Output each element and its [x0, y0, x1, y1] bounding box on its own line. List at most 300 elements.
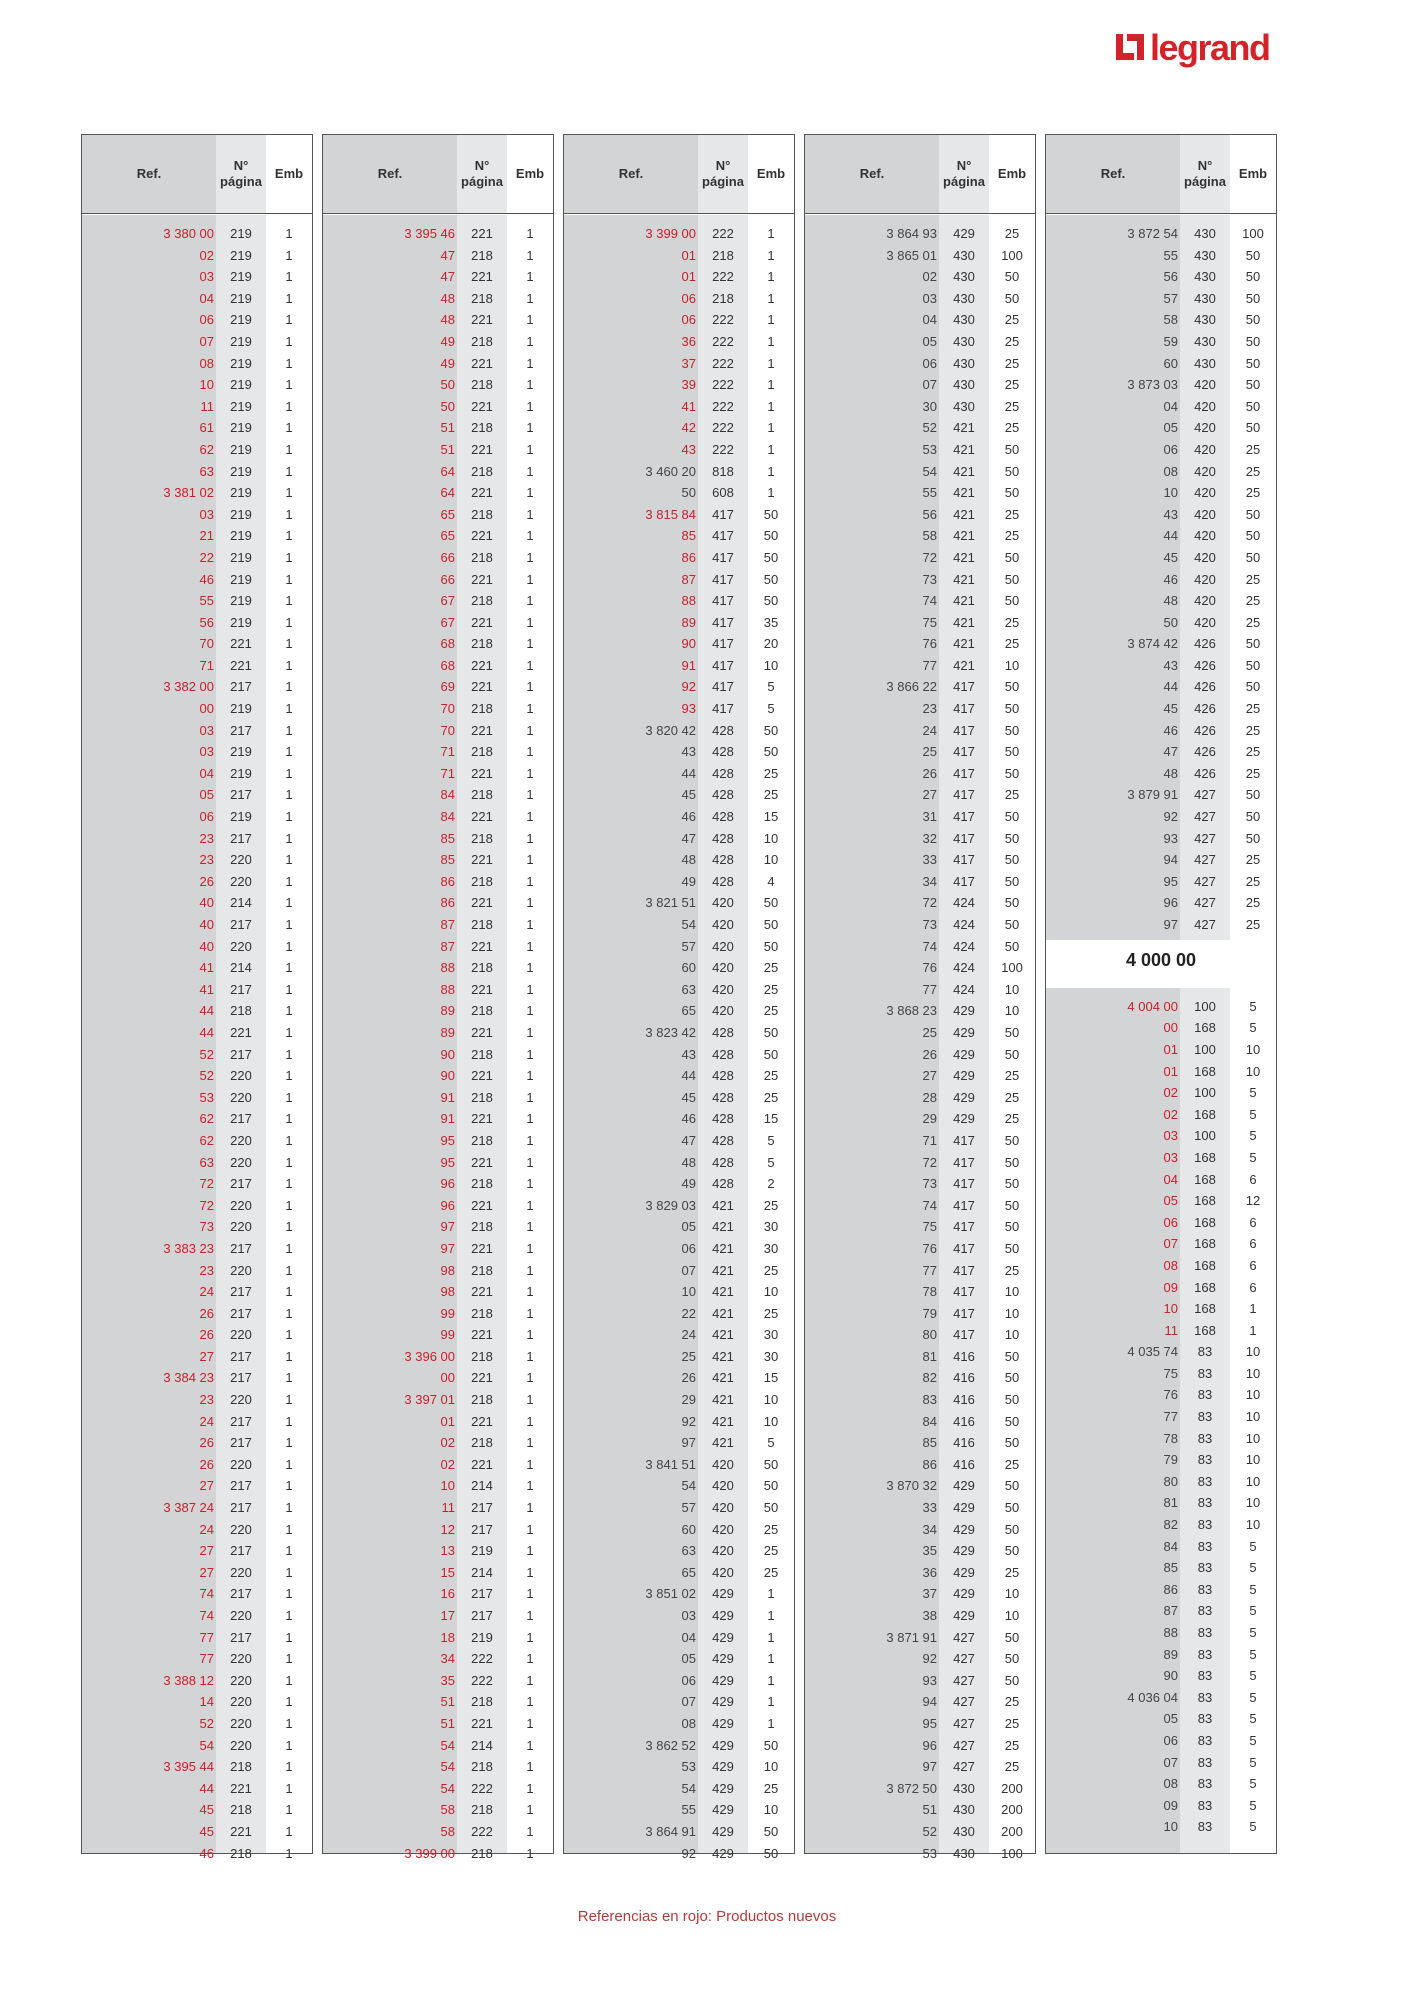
ref-cell: 89	[681, 614, 696, 630]
ref-cell: 60	[681, 1521, 696, 1537]
pagina-cell: 168	[1194, 1236, 1216, 1252]
pagina-cell: 429	[712, 1759, 734, 1775]
table-row	[323, 353, 553, 375]
ref-cell: 45	[681, 787, 696, 803]
ref-cell: 77	[1163, 1409, 1178, 1425]
pagina-cell: 420	[1194, 528, 1216, 544]
ref-cell: 45	[199, 1823, 214, 1839]
ref-cell: 68	[440, 636, 455, 652]
table-row	[323, 1065, 553, 1087]
ref-cell: 88	[681, 593, 696, 609]
ref-cell: 74	[922, 938, 937, 954]
pagina-cell: 217	[230, 1284, 252, 1300]
table-row	[323, 547, 553, 569]
emb-cell: 5	[1249, 1581, 1257, 1597]
table-column	[563, 134, 795, 1861]
pagina-cell: 421	[712, 1262, 734, 1278]
pagina-cell: 83	[1197, 1668, 1213, 1684]
table-row	[564, 1475, 794, 1497]
pagina-cell: 218	[471, 636, 493, 652]
pagina-cell: 217	[230, 1305, 252, 1321]
ref-cell: 23	[199, 852, 214, 868]
table-row	[805, 482, 1035, 504]
table-row	[564, 547, 794, 569]
ref-cell: 01	[681, 269, 696, 285]
table-row	[1046, 1363, 1276, 1385]
ref-cell: 63	[199, 463, 214, 479]
emb-cell: 5	[1249, 1819, 1257, 1835]
ref-cell: 49	[440, 355, 455, 371]
table-row	[323, 828, 553, 850]
pagina-cell: 424	[953, 917, 975, 932]
emb-cell: 5	[767, 1435, 775, 1451]
ref-cell: 18	[440, 1629, 455, 1645]
pagina-cell: 429	[712, 1823, 734, 1839]
table-row	[805, 331, 1035, 353]
ref-cell: 83	[922, 1392, 937, 1408]
ref-cell: 77	[922, 1262, 937, 1278]
pagina-cell: 416	[953, 1456, 975, 1472]
table-row	[805, 871, 1035, 893]
ref-cell: 25	[681, 1348, 696, 1364]
emb-cell: 15	[763, 1111, 779, 1127]
emb-cell: 50	[1004, 1672, 1020, 1688]
pagina-cell: 420	[712, 960, 734, 976]
table-row	[1046, 504, 1276, 526]
pagina-cell: 221	[471, 269, 493, 285]
pagina-cell: 430	[953, 333, 975, 349]
ref-cell: 52	[922, 420, 937, 436]
ref-cell: 97	[922, 1759, 937, 1775]
row-list	[564, 223, 794, 1864]
table-row	[564, 1389, 794, 1411]
footnote: Referencias en rojo: Productos nuevos	[577, 1908, 837, 1925]
pagina-cell: 221	[471, 1456, 493, 1472]
table-row	[82, 590, 312, 612]
table-row	[1046, 288, 1276, 310]
ref-cell: 01	[1163, 1041, 1178, 1057]
table-row	[564, 331, 794, 353]
table-row	[82, 1346, 312, 1368]
header-emb: Emb	[266, 135, 312, 213]
table-row	[805, 1843, 1035, 1865]
emb-cell: 50	[1004, 722, 1020, 738]
emb-cell: 50	[763, 593, 779, 609]
emb-cell: 1	[526, 636, 534, 652]
pagina-cell: 421	[953, 593, 975, 609]
table-row	[564, 1152, 794, 1174]
table-row	[805, 1260, 1035, 1282]
table-row	[1046, 396, 1276, 418]
emb-cell: 50	[763, 506, 779, 522]
emb-cell: 5	[767, 679, 775, 695]
ref-cell: 44	[681, 765, 696, 781]
pagina-cell: 421	[712, 1327, 734, 1343]
emb-cell: 1	[1249, 1322, 1257, 1338]
pagina-cell: 220	[230, 1262, 252, 1278]
table-row	[805, 353, 1035, 375]
ref-cell: 02	[922, 269, 937, 285]
emb-cell: 1	[526, 593, 534, 609]
pagina-cell: 427	[953, 1715, 975, 1731]
ref-cell: 05	[1163, 1711, 1178, 1727]
emb-cell: 1	[285, 1759, 293, 1775]
emb-cell: 50	[1004, 917, 1020, 932]
ref-cell: 73	[922, 917, 937, 932]
emb-cell: 10	[763, 1759, 779, 1775]
emb-cell: 1	[285, 593, 293, 609]
emb-cell: 5	[1249, 1646, 1257, 1662]
emb-cell: 50	[1004, 852, 1020, 868]
ref-cell: 49	[440, 333, 455, 349]
pagina-cell: 83	[1197, 1365, 1213, 1381]
emb-cell: 1	[285, 701, 293, 717]
emb-cell: 1	[526, 269, 534, 285]
table-row	[564, 353, 794, 375]
ref-cell: 03	[681, 1608, 696, 1623]
pagina-cell: 429	[712, 1672, 734, 1688]
pagina-cell: 217	[230, 1500, 252, 1516]
ref-cell: 50	[681, 485, 696, 501]
ref-cell: 50	[1163, 614, 1178, 630]
ref-cell: 73	[199, 1219, 214, 1235]
pagina-cell: 417	[953, 830, 975, 846]
table-row	[805, 1475, 1035, 1497]
ref-cell: 42	[681, 420, 696, 436]
pagina-cell: 421	[712, 1435, 734, 1451]
table-row	[323, 374, 553, 396]
ref-cell: 26	[199, 1435, 214, 1451]
ref-cell: 4 035 74	[1127, 1344, 1178, 1360]
table-row	[564, 1367, 794, 1389]
emb-cell: 1	[767, 420, 775, 436]
emb-cell: 25	[763, 1305, 779, 1321]
emb-cell: 25	[763, 981, 779, 997]
pagina-cell: 218	[471, 506, 493, 522]
ref-cell: 26	[922, 765, 937, 781]
pagina-cell: 218	[712, 247, 734, 263]
pagina-cell: 221	[471, 398, 493, 414]
ref-cell: 72	[922, 549, 937, 565]
table-row	[1046, 1406, 1276, 1428]
emb-cell: 1	[526, 1802, 534, 1818]
ref-cell: 71	[440, 744, 455, 760]
emb-cell: 50	[1004, 1370, 1020, 1386]
table-row	[564, 1044, 794, 1066]
pagina-cell: 420	[712, 917, 734, 932]
emb-cell: 1	[526, 938, 534, 954]
table-row	[805, 1216, 1035, 1238]
ref-cell: 92	[681, 679, 696, 695]
pagina-cell: 218	[471, 1694, 493, 1710]
pagina-cell: 429	[712, 1715, 734, 1731]
emb-cell: 50	[1004, 1651, 1020, 1667]
ref-cell: 07	[681, 1262, 696, 1278]
pagina-cell: 219	[471, 1543, 493, 1559]
emb-cell: 1	[526, 1154, 534, 1170]
table-row	[564, 828, 794, 850]
emb-cell: 25	[1004, 1715, 1020, 1731]
ref-cell: 87	[1163, 1603, 1178, 1619]
ref-cell: 03	[199, 722, 214, 738]
emb-cell: 50	[1004, 895, 1020, 911]
table-row	[805, 784, 1035, 806]
emb-cell: 1	[526, 1284, 534, 1300]
pagina-cell: 217	[471, 1500, 493, 1516]
table-row	[82, 633, 312, 655]
pagina-cell: 221	[230, 1024, 252, 1040]
table-row	[82, 698, 312, 720]
emb-cell: 1	[526, 873, 534, 889]
pagina-cell: 429	[712, 1651, 734, 1667]
pagina-cell: 428	[712, 1111, 734, 1127]
table-row	[805, 1173, 1035, 1195]
emb-cell: 1	[285, 463, 293, 479]
emb-cell: 10	[1245, 1344, 1261, 1360]
pagina-cell: 424	[953, 895, 975, 911]
pagina-cell: 427	[1194, 830, 1216, 846]
ref-cell: 48	[440, 312, 455, 328]
pagina-cell: 220	[230, 1694, 252, 1710]
ref-cell: 88	[440, 960, 455, 976]
emb-cell: 50	[1245, 269, 1261, 285]
ref-cell: 50	[440, 377, 455, 393]
ref-cell: 95	[440, 1132, 455, 1148]
table-row	[805, 1454, 1035, 1476]
emb-cell: 10	[1245, 1452, 1261, 1468]
pagina-cell: 417	[953, 679, 975, 695]
table-row	[805, 504, 1035, 526]
emb-cell: 10	[1004, 981, 1020, 997]
emb-cell: 50	[1004, 463, 1020, 479]
pagina-cell: 218	[471, 549, 493, 565]
table-row	[1046, 482, 1276, 504]
ref-cell: 53	[922, 1845, 937, 1861]
ref-cell: 44	[1163, 679, 1178, 695]
pagina-cell: 430	[953, 290, 975, 306]
emb-cell: 200	[1001, 1780, 1023, 1796]
pagina-cell: 217	[230, 1435, 252, 1451]
table-row	[564, 676, 794, 698]
emb-cell: 1	[526, 1305, 534, 1321]
pagina-cell: 430	[953, 1802, 975, 1818]
ref-cell: 35	[922, 1543, 937, 1559]
pagina-cell: 83	[1197, 1732, 1213, 1748]
emb-cell: 5	[1249, 1689, 1257, 1705]
pagina-cell: 217	[230, 1046, 252, 1062]
emb-cell: 25	[1245, 463, 1261, 479]
emb-cell: 50	[1245, 377, 1261, 393]
emb-cell: 1	[526, 1197, 534, 1213]
emb-cell: 50	[1004, 809, 1020, 825]
emb-cell: 50	[763, 1500, 779, 1516]
table-row	[323, 1843, 553, 1865]
emb-cell: 1	[767, 1694, 775, 1710]
emb-cell: 50	[763, 722, 779, 738]
pagina-cell: 100	[1194, 1085, 1216, 1101]
ref-cell: 81	[1163, 1495, 1178, 1511]
table-row	[1046, 676, 1276, 698]
emb-cell: 1	[526, 1586, 534, 1602]
table-row	[564, 569, 794, 591]
ref-cell: 47	[1163, 744, 1178, 760]
ref-cell: 85	[1163, 1560, 1178, 1576]
pagina-cell: 220	[230, 873, 252, 889]
table-row	[564, 1497, 794, 1519]
table-row	[323, 784, 553, 806]
table-row	[805, 223, 1035, 245]
pagina-cell: 221	[471, 1370, 493, 1386]
table-row	[82, 655, 312, 677]
ref-cell: 3 384 23	[163, 1370, 214, 1386]
emb-cell: 10	[763, 1392, 779, 1408]
ref-cell: 3 399 00	[404, 1845, 455, 1861]
pagina-cell: 219	[230, 463, 252, 479]
table-row	[82, 957, 312, 979]
table-row	[82, 1670, 312, 1692]
pagina-cell: 417	[953, 1284, 975, 1300]
pagina-cell: 219	[230, 290, 252, 306]
ref-cell: 51	[440, 441, 455, 457]
table-row	[323, 892, 553, 914]
emb-cell: 50	[1004, 1435, 1020, 1451]
emb-cell: 1	[285, 1845, 293, 1861]
table-row	[1046, 1730, 1276, 1752]
table-row	[1046, 1039, 1276, 1061]
ref-cell: 80	[922, 1327, 937, 1343]
emb-cell: 25	[1245, 701, 1261, 717]
emb-cell: 1	[526, 506, 534, 522]
emb-cell: 1	[285, 333, 293, 349]
pagina-cell: 221	[230, 636, 252, 652]
ref-cell: 70	[199, 636, 214, 652]
emb-cell: 1	[285, 1715, 293, 1731]
ref-cell: 3 397 01	[404, 1392, 455, 1408]
emb-cell: 1	[767, 441, 775, 457]
pagina-cell: 420	[1194, 571, 1216, 587]
ref-cell: 92	[1163, 809, 1178, 825]
table-row	[1046, 612, 1276, 634]
table-row	[564, 914, 794, 936]
table-row	[323, 1411, 553, 1433]
ref-cell: 92	[681, 1845, 696, 1861]
ref-cell: 70	[440, 701, 455, 717]
emb-cell: 6	[1249, 1279, 1257, 1295]
ref-cell: 95	[922, 1715, 937, 1731]
pagina-cell: 429	[953, 1003, 975, 1019]
emb-cell: 1	[285, 1694, 293, 1710]
pagina-cell: 417	[953, 1305, 975, 1321]
table-row	[82, 439, 312, 461]
table-row	[805, 245, 1035, 267]
ref-cell: 22	[199, 549, 214, 565]
pagina-cell: 219	[230, 485, 252, 501]
emb-cell: 100	[1001, 960, 1023, 976]
emb-cell: 50	[763, 1024, 779, 1040]
ref-cell: 84	[440, 787, 455, 803]
emb-cell: 50	[1245, 787, 1261, 803]
table-row	[564, 1087, 794, 1109]
table-row	[1046, 1298, 1276, 1320]
pagina-cell: 221	[471, 765, 493, 781]
ref-cell: 76	[922, 636, 937, 652]
ref-cell: 01	[1163, 1063, 1178, 1079]
table-row	[1046, 569, 1276, 591]
pagina-cell: 420	[1194, 463, 1216, 479]
table-row	[82, 1799, 312, 1821]
pagina-cell: 217	[230, 1543, 252, 1559]
pagina-cell: 417	[712, 528, 734, 544]
pagina-cell: 427	[953, 1651, 975, 1667]
emb-cell: 50	[763, 1456, 779, 1472]
table-row	[82, 1843, 312, 1865]
emb-cell: 25	[1245, 441, 1261, 457]
emb-cell: 1	[526, 1176, 534, 1192]
table-row	[564, 1324, 794, 1346]
ref-cell: 35	[440, 1672, 455, 1688]
pagina-cell: 218	[471, 420, 493, 436]
ref-cell: 04	[1163, 398, 1178, 414]
table-row	[805, 1691, 1035, 1713]
table-row	[805, 309, 1035, 331]
table-row	[323, 590, 553, 612]
table-row	[323, 957, 553, 979]
ref-cell: 90	[440, 1068, 455, 1084]
emb-cell: 10	[1004, 1003, 1020, 1019]
ref-cell: 54	[440, 1759, 455, 1775]
pagina-cell: 168	[1194, 1193, 1216, 1209]
emb-cell: 1	[526, 1111, 534, 1127]
pagina-cell: 417	[953, 1154, 975, 1170]
table-row	[82, 547, 312, 569]
ref-cell: 97	[440, 1240, 455, 1256]
header-pagina: N° página	[457, 135, 507, 213]
column-header	[564, 135, 794, 214]
table-row	[564, 784, 794, 806]
ref-cell: 45	[1163, 701, 1178, 717]
table-row	[1046, 1017, 1276, 1039]
table-row	[1046, 633, 1276, 655]
table-row	[323, 1627, 553, 1649]
emb-cell: 50	[763, 744, 779, 760]
ref-cell: 70	[440, 722, 455, 738]
ref-cell: 02	[440, 1456, 455, 1472]
pagina-cell: 421	[712, 1348, 734, 1364]
pagina-cell: 218	[471, 333, 493, 349]
pagina-cell: 168	[1194, 1171, 1216, 1187]
table-row	[564, 1173, 794, 1195]
ref-cell: 3 820 42	[645, 722, 696, 738]
pagina-cell: 218	[471, 701, 493, 717]
table-row	[564, 417, 794, 439]
ref-cell: 43	[1163, 657, 1178, 673]
ref-cell: 71	[199, 657, 214, 673]
pagina-cell: 428	[712, 852, 734, 868]
table-row	[1046, 590, 1276, 612]
header-pagina: N° página	[698, 135, 748, 213]
table-row	[323, 1648, 553, 1670]
emb-cell: 5	[1249, 1538, 1257, 1554]
emb-cell: 1	[526, 1348, 534, 1364]
ref-cell: 63	[199, 1154, 214, 1170]
emb-cell: 25	[1004, 1111, 1020, 1127]
emb-cell: 1	[526, 441, 534, 457]
pagina-cell: 214	[471, 1478, 493, 1494]
ref-cell: 54	[681, 1780, 696, 1796]
table-row	[82, 1087, 312, 1109]
ref-cell: 44	[681, 1068, 696, 1084]
ref-cell: 3 388 12	[163, 1672, 214, 1688]
